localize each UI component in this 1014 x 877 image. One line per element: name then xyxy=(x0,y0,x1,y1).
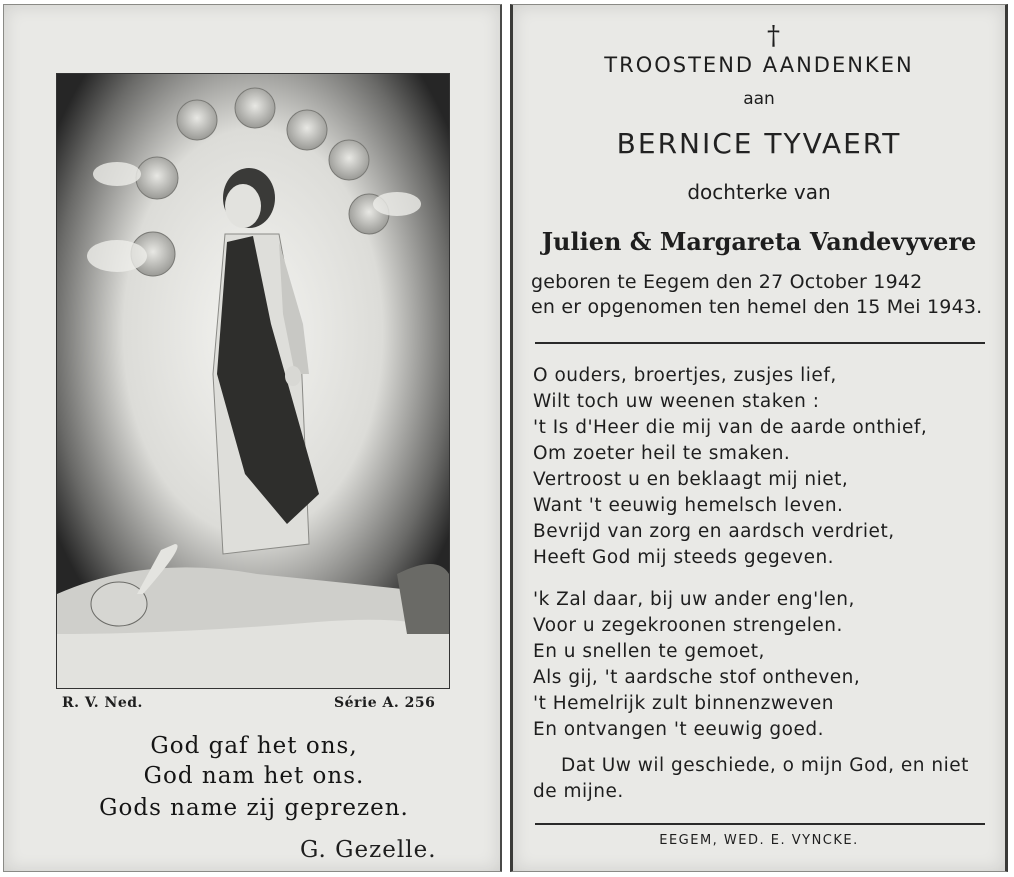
verse-line: Om zoeter heil te smaken. xyxy=(533,443,791,464)
card-heading: TROOSTEND AANDENKEN xyxy=(604,53,914,77)
verse-line: Voor u zegekroonen strengelen. xyxy=(533,615,843,636)
series-number: Série A. 256 xyxy=(334,695,436,711)
verse-line: En u snellen te gemoet, xyxy=(533,641,765,662)
verse-line: 't Is d'Heer die mij van de aarde onthief, xyxy=(533,417,928,438)
verse-line: Heeft God mij steeds gegeven. xyxy=(533,547,835,568)
divider-rule-bottom xyxy=(535,823,985,825)
devotional-illustration xyxy=(56,73,450,689)
verse-line: O ouders, broertjes, zusjes lief, xyxy=(533,365,837,386)
verse-line: Vertroost u en beklaagt mij niet, xyxy=(533,469,849,490)
jesus-with-angels-illustration xyxy=(57,74,449,688)
memorial-card-picture-side xyxy=(3,4,503,872)
verse-line: Wilt toch uw weenen staken : xyxy=(533,391,820,412)
birth-line: geboren te Eegem den 27 October 1942 xyxy=(531,271,923,293)
verse-line: Bevrijd van zorg en aardsch verdriet, xyxy=(533,521,895,542)
quote-line-1: God gaf het ons, xyxy=(150,733,358,759)
relation-text: dochterke van xyxy=(687,180,831,204)
verse-line: 't Hemelrijk zult binnenzweven xyxy=(533,693,834,714)
quote-line-3: Gods name zij geprezen. xyxy=(99,795,409,821)
verse-line: En ontvangen 't eeuwig goed. xyxy=(533,719,825,740)
printer-imprint: EEGEM, WED. E. VYNCKE. xyxy=(659,833,859,848)
closing-prayer: Dat Uw wil geschiede, o mijn God, en niet de mijne. xyxy=(533,755,969,802)
divider-rule-top xyxy=(535,342,985,344)
cross-icon: † xyxy=(767,21,780,51)
verse-line: Als gij, 't aardsche stof ontheven, xyxy=(533,667,861,688)
memorial-card-text-side xyxy=(510,4,1008,872)
dedication-word: aan xyxy=(743,89,775,109)
quote-author: G. Gezelle. xyxy=(300,837,437,863)
quote-line-2: God nam het ons. xyxy=(143,763,365,789)
verse-line: 'k Zal daar, bij uw ander eng'len, xyxy=(533,589,855,610)
parents-names: Julien & Margareta Vandevyvere xyxy=(541,227,977,256)
verse-line: Want 't eeuwig hemelsch leven. xyxy=(533,495,844,516)
illustration-credit: R. V. Ned. xyxy=(62,695,143,711)
death-line: en er opgenomen ten hemel den 15 Mei 1943. xyxy=(531,296,983,318)
deceased-name: BERNICE TYVAERT xyxy=(616,127,902,160)
card-divider xyxy=(502,0,508,877)
